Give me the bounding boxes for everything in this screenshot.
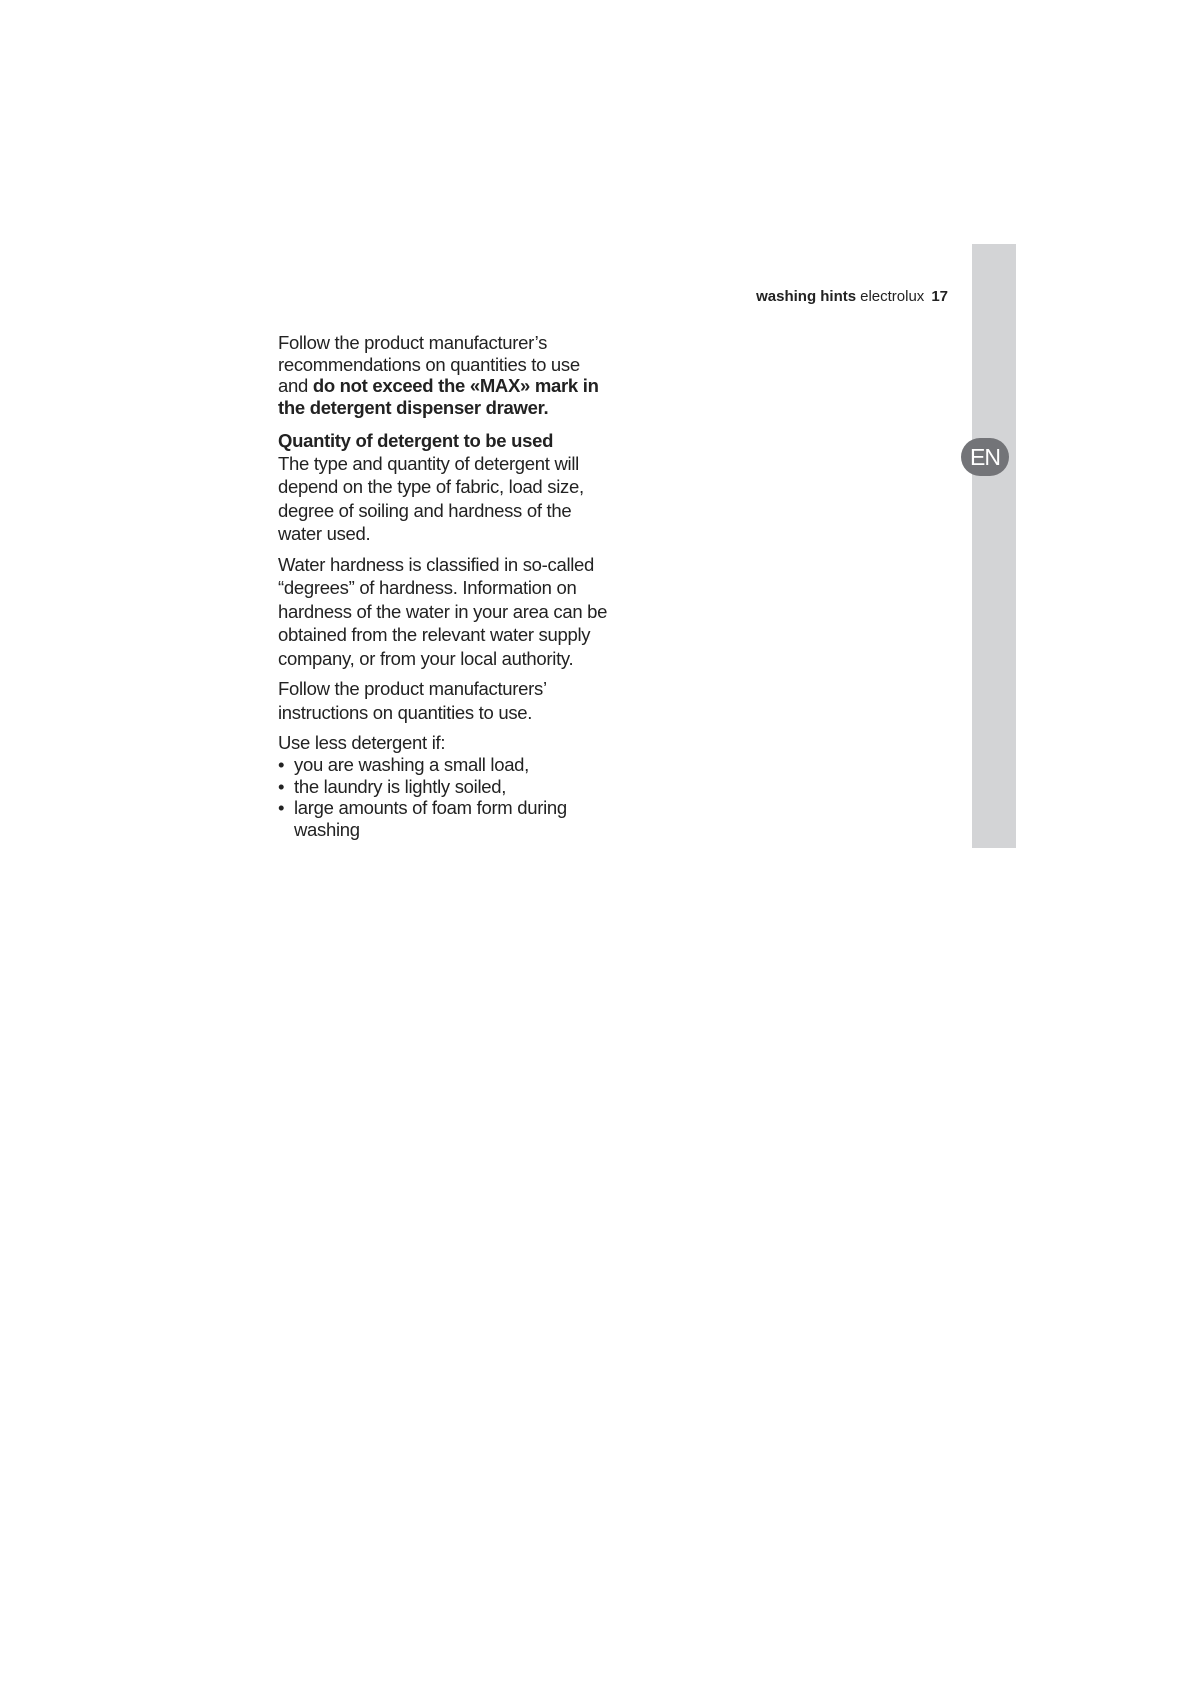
running-header xyxy=(756,288,948,305)
list-item: • large amounts of foam form during washing xyxy=(278,797,608,840)
quantity-paragraph: The type and quantity of detergent will depend on the type of fabric, load size, degree of soiling and hardness of the water used. xyxy=(278,452,584,545)
follow-instructions-paragraph: Follow the product manufacturers’ instructions on quantities to use. xyxy=(278,678,547,723)
header-brand: electrolux xyxy=(860,288,925,305)
less-detergent-list xyxy=(278,754,608,841)
less-detergent-intro: Use less detergent if: xyxy=(278,732,446,754)
page-number: 17 xyxy=(931,288,948,305)
header-section-title: washing hints xyxy=(756,288,857,305)
intro-warning: do not exceed the «MAX» mark in the detergent dispenser drawer. xyxy=(278,375,599,419)
quantity-heading: Quantity of detergent to be used xyxy=(278,429,554,451)
intro-paragraph xyxy=(278,332,608,419)
list-item: • the laundry is lightly soiled, xyxy=(278,776,608,798)
language-badge: EN xyxy=(961,438,1009,476)
hardness-paragraph: Water hardness is classified in so-called “degrees” of hardness. Information on hardness of the water in your area can be obtained from the relevant water supply company, or from your local authority. xyxy=(278,553,608,669)
intro-text: Follow the product manufacturer’s recommendations on quantities to use and xyxy=(278,332,580,397)
list-item: • you are washing a small load, xyxy=(278,754,608,776)
main-text-column xyxy=(278,332,608,841)
side-language-tab xyxy=(972,244,1016,848)
